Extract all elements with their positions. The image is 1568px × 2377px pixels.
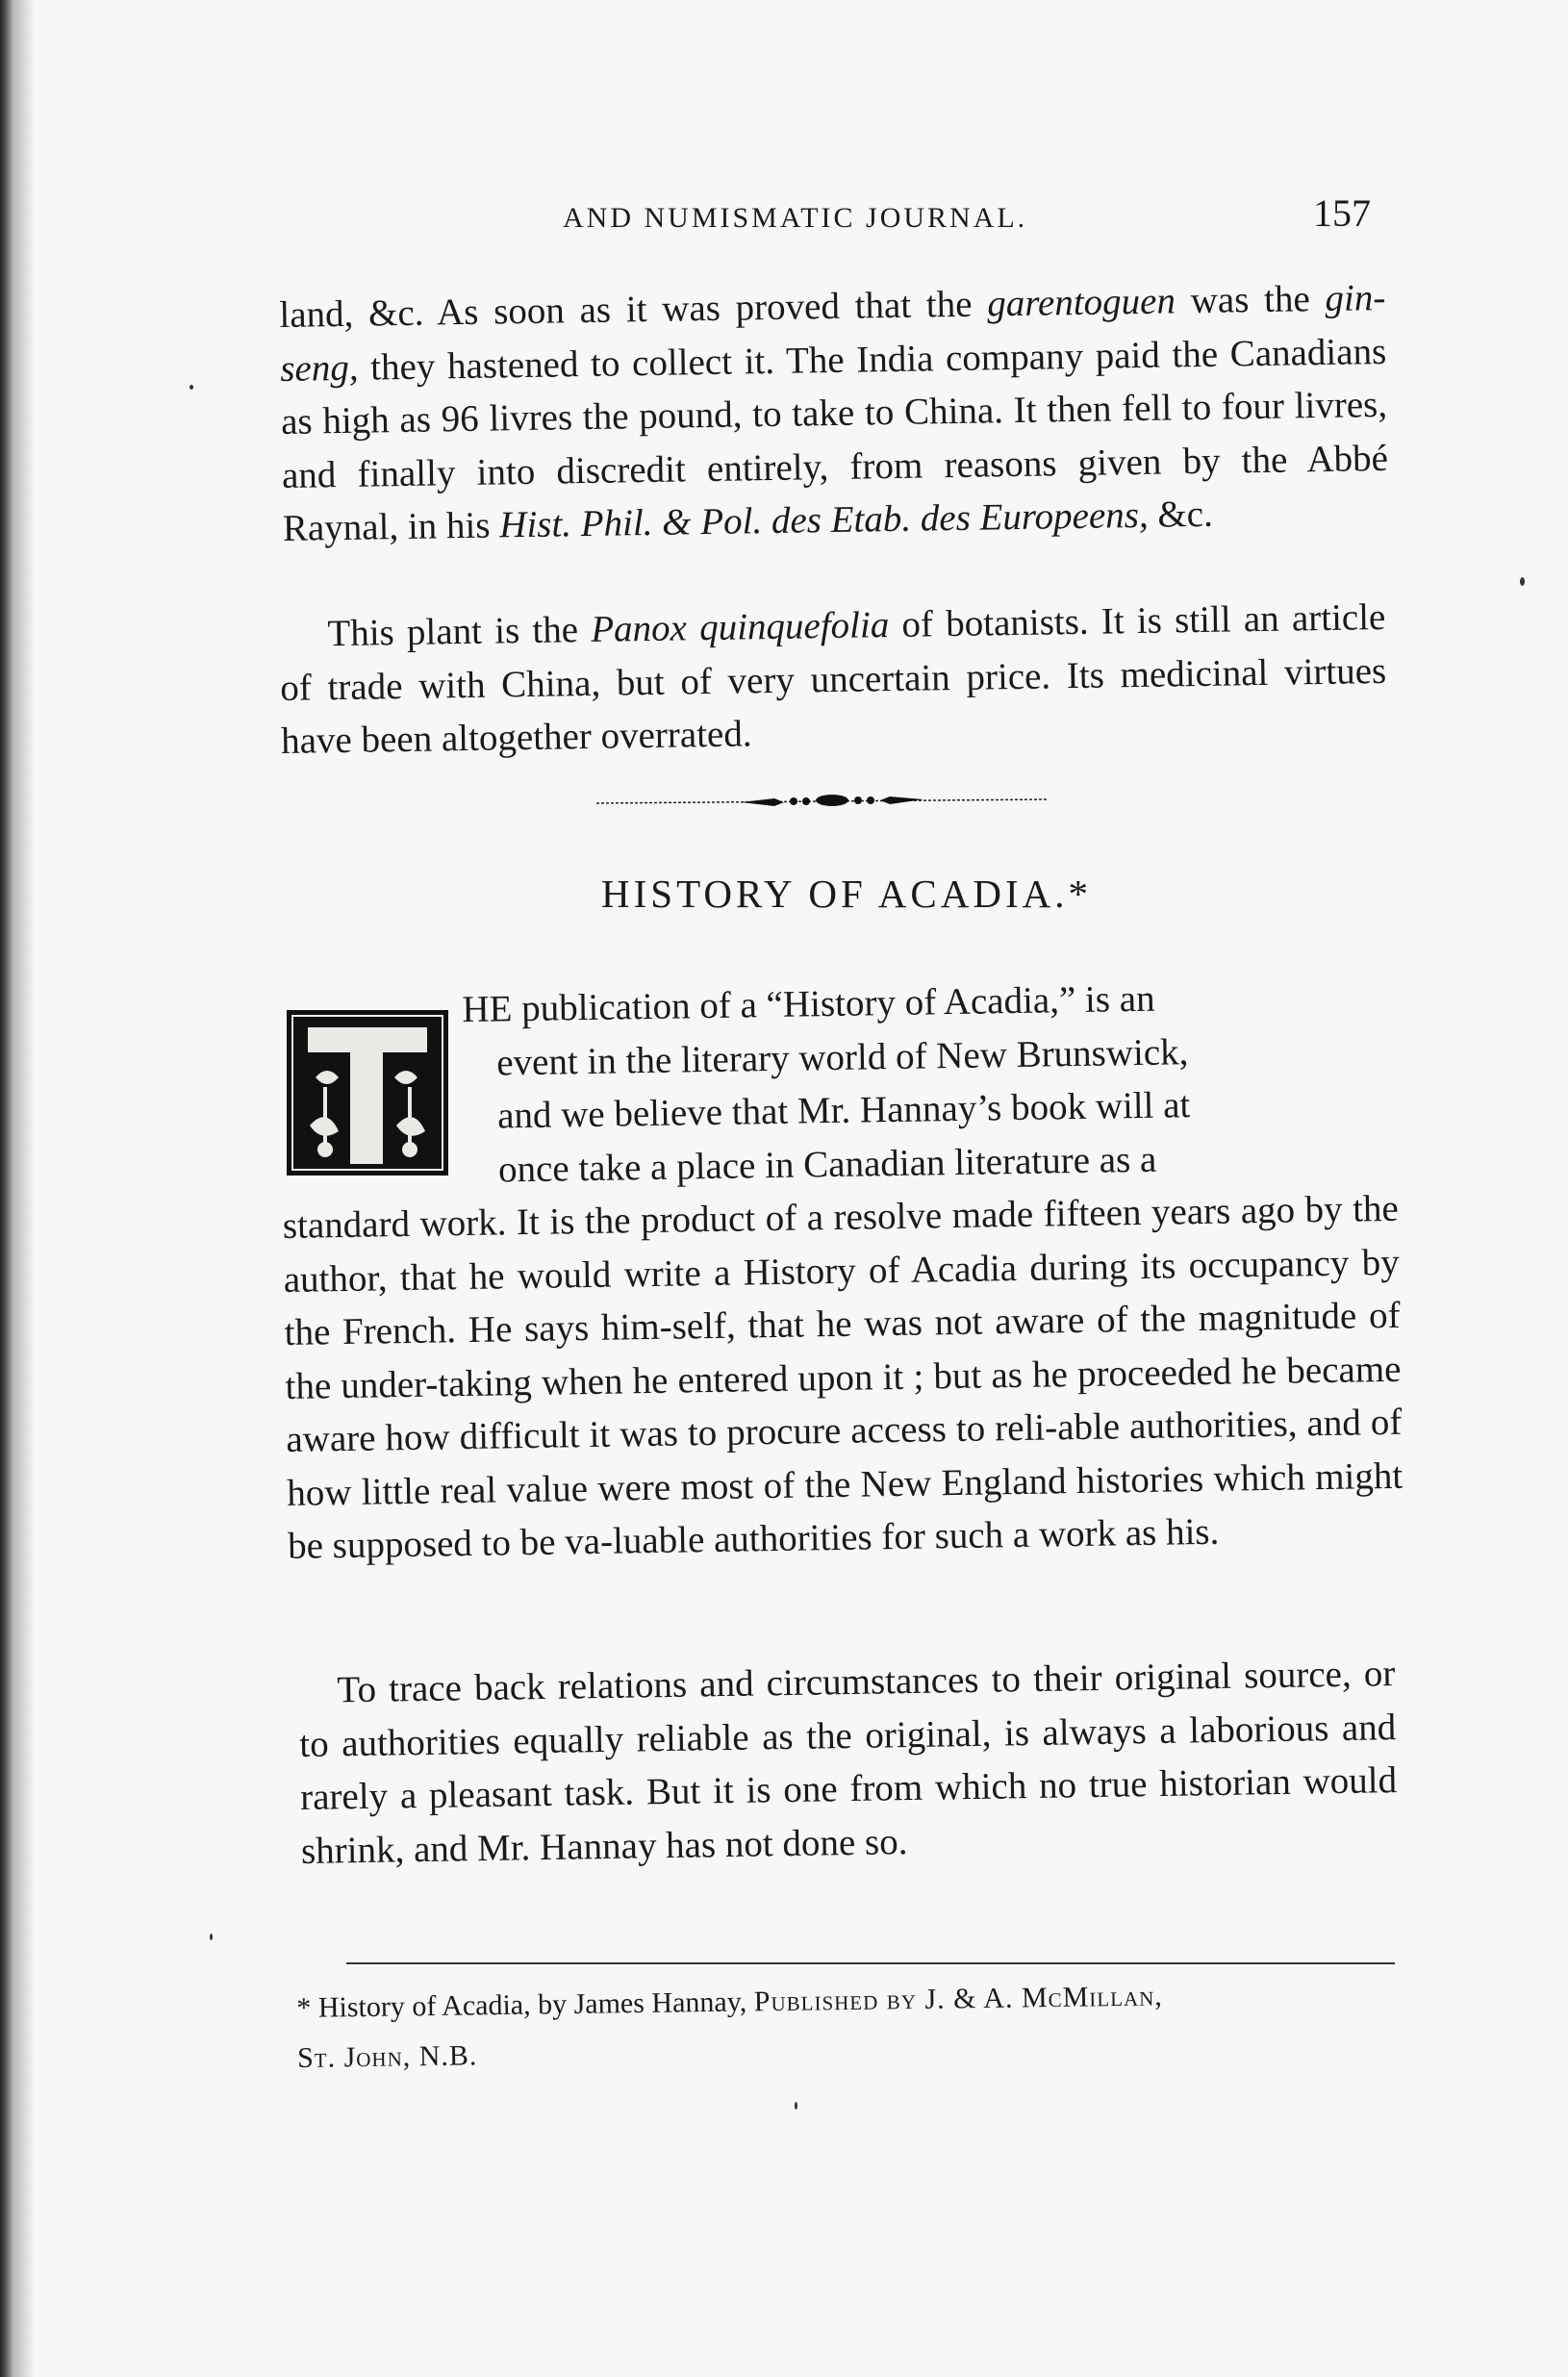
paragraph-history-intro [279, 969, 1404, 1574]
running-head [279, 190, 1395, 248]
print-speck [210, 1934, 213, 1940]
footnote-publisher: Published by J. & A. McMillan, [753, 1980, 1163, 2018]
italic-title: Hist. Phil. & Pol. des Etab. des Europeens, [498, 493, 1149, 546]
text-run: they hastened to collect it. The India company paid the Canadians as high as 96 livres the pound, to take to China. It then fell to four livres, and finally into discredit entirely, from reasons given by the Abbé Raynal, in his [280, 330, 1389, 549]
footnote-rule [346, 1962, 1395, 1964]
running-title: AND NUMISMATIC JOURNAL. [563, 202, 1028, 234]
paragraph-ginseng [279, 271, 1389, 556]
italic-term: Panox quinquefolia [590, 604, 890, 650]
print-speck [190, 385, 193, 390]
italic-term: gin-seng, [279, 276, 1386, 390]
text-run: This plant is the [327, 608, 592, 655]
text-run: standard work. It is the product of a resolve made fifteen years ago by the author, that he would write a History of Acadia during its occupancy by the French. He says him-self, that he was not aware of the magnitude of the under-taking when he entered upon it ; but as he proceeded he became aware how difficult it was to procure access to reli-able authorities, and of how little real value were most of the New England histories which might be supposed to be va-luable authorities for such a work as his. [282, 1187, 1404, 1567]
text-run: of botanists. It is still an article of trade with China, but of very uncertain price. Its medicinal virtues have been altogether overrated. [279, 595, 1387, 762]
text-line: and we believe that Mr. Hannay’s book will at [496, 1084, 1191, 1137]
text-line: event in the literary world of New Brunswick, [495, 1030, 1189, 1083]
paragraph-history-trace [298, 1647, 1398, 1878]
footnote-place: St. John, N.B. [296, 2039, 478, 2074]
footnote [296, 1968, 1394, 2084]
italic-term: garentoguen [986, 280, 1176, 325]
paragraph-body [279, 591, 1387, 769]
book-page [279, 0, 1404, 2377]
print-speck [795, 2102, 797, 2110]
text-run: land, &c. As soon as it was proved that the [279, 283, 988, 336]
text-run: was the [1190, 277, 1326, 322]
paragraph-panox [279, 591, 1387, 769]
section-title: HISTORY OF ACADIA.* [601, 872, 1092, 916]
text-run: &c. [1148, 493, 1214, 536]
footnote-citation: * History of Acadia, by James Hannay, [296, 1985, 754, 2024]
text-line: once take a place in Canadian literature as a [497, 1138, 1157, 1190]
section-divider-ornament [596, 787, 1049, 816]
book-binding-edge [0, 0, 33, 2377]
print-speck [1520, 577, 1525, 586]
page-number: 157 [1313, 191, 1371, 235]
paragraph-body: To trace back relations and circumstances to their original source, or to authorities equally reliable as the original, is always a laborious and rarely a pleasant task. But it is one from which no true historian would shrink, and Mr. Hannay has not done so. [298, 1653, 1398, 1872]
text-line: HE publication of a “History of Acadia,” is an [462, 977, 1155, 1031]
